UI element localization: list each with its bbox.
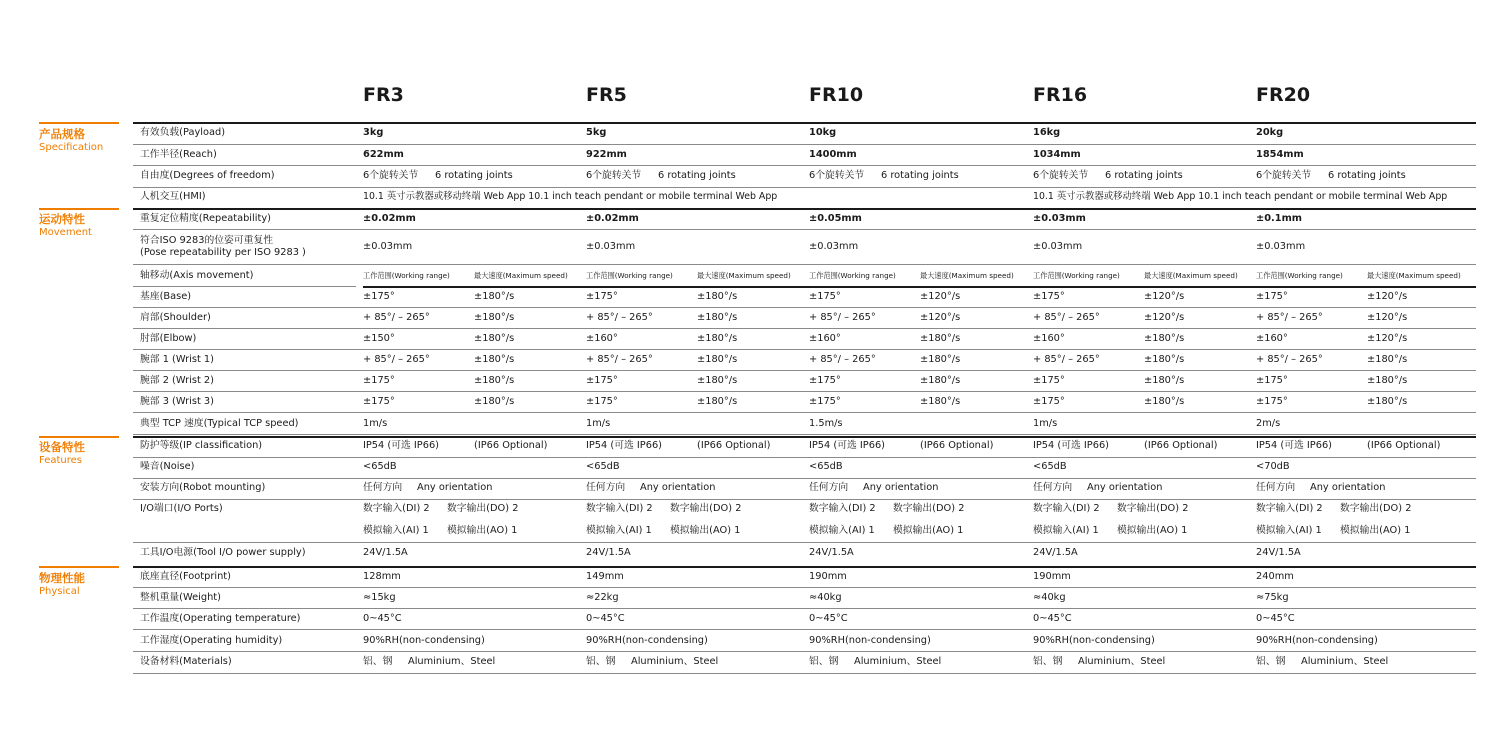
- row-label: 整机重量(Weight): [140, 592, 221, 603]
- weight-fr20: ≈75kg: [1256, 592, 1289, 603]
- table-rule: [133, 307, 1476, 308]
- io-ao: 模拟输出(AO) 1: [1340, 525, 1411, 536]
- humidity-fr3: 90%RH(non-condensing): [363, 635, 485, 646]
- io-do: 数字输出(DO) 2: [670, 503, 742, 514]
- mounting-zh: 任何方向: [586, 482, 626, 493]
- table-rule: [133, 478, 1476, 479]
- table-rule: [133, 328, 1476, 329]
- materials-en: Aluminium、Steel: [1301, 656, 1389, 667]
- pose-fr3: ±0.03mm: [363, 241, 413, 252]
- io-di: 数字输入(DI) 2: [1033, 503, 1100, 514]
- ip-en: (IP66 Optional): [920, 440, 994, 451]
- section-title-en: Specification: [39, 142, 104, 153]
- speed-fr16: ±120°/s: [1144, 291, 1185, 302]
- table-rule: [133, 499, 1476, 500]
- tcp-fr20: 2m/s: [1256, 418, 1281, 429]
- weight-fr5: ≈22kg: [586, 592, 619, 603]
- weight-fr16: ≈40kg: [1033, 592, 1066, 603]
- table-rule: [133, 391, 1476, 392]
- range-fr10: + 85°/ – 265°: [809, 312, 876, 323]
- table-rule: [133, 436, 1476, 438]
- table-rule: [133, 349, 1476, 350]
- row-label: 有效负载(Payload): [140, 127, 226, 138]
- range-fr5: + 85°/ – 265°: [586, 354, 653, 365]
- table-rule: [133, 629, 1476, 630]
- speed-fr3: ±180°/s: [474, 312, 515, 323]
- row-label: 设备材料(Materials): [140, 656, 232, 667]
- io-do: 数字输出(DO) 2: [893, 503, 965, 514]
- materials-en: Aluminium、Steel: [631, 656, 719, 667]
- dof-en: 6 rotating joints: [435, 170, 513, 181]
- payload-fr10: 10kg: [809, 127, 837, 138]
- speed-fr10: ±180°/s: [920, 396, 961, 407]
- materials-en: Aluminium、Steel: [854, 656, 942, 667]
- row-label: 工作湿度(Operating humidity): [140, 635, 283, 646]
- range-fr20: ±175°: [1256, 375, 1288, 386]
- row-label-en: (Pose repeatability per ISO 9283 ): [140, 247, 306, 258]
- section-features: [39, 440, 85, 467]
- materials-en: Aluminium、Steel: [408, 656, 496, 667]
- max-speed-header: 最大速度(Maximum speed): [1367, 271, 1461, 280]
- temp-fr3: 0~45°C: [363, 613, 402, 624]
- table-rule: [133, 608, 1476, 609]
- range-fr10: ±175°: [809, 375, 841, 386]
- ip-zh: IP54 (可选 IP66): [586, 440, 662, 451]
- ip-zh: IP54 (可选 IP66): [809, 440, 885, 451]
- io-ai: 模拟输入(AI) 1: [363, 525, 429, 536]
- toolpower-fr20: 24V/1.5A: [1256, 547, 1301, 558]
- reach-fr20: 1854mm: [1256, 149, 1304, 160]
- io-ai: 模拟输入(AI) 1: [809, 525, 875, 536]
- row-label: 工作温度(Operating temperature): [140, 613, 301, 624]
- table-rule: [133, 651, 1476, 652]
- working-range-header: 工作范围(Working range): [363, 271, 450, 280]
- tcp-fr16: 1m/s: [1033, 418, 1058, 429]
- toolpower-fr3: 24V/1.5A: [363, 547, 408, 558]
- speed-fr10: ±180°/s: [920, 333, 961, 344]
- section-marker: [39, 436, 119, 438]
- noise-fr3: <65dB: [363, 461, 397, 472]
- speed-fr10: ±120°/s: [920, 291, 961, 302]
- speed-fr16: ±120°/s: [1144, 312, 1185, 323]
- io-do: 数字输出(DO) 2: [447, 503, 519, 514]
- range-fr20: ±175°: [1256, 291, 1288, 302]
- dof-en: 6 rotating joints: [881, 170, 959, 181]
- section-physical: [39, 571, 85, 598]
- materials-zh: 铝、钢: [1033, 656, 1063, 667]
- table-rule: [133, 229, 1476, 230]
- footprint-fr5: 149mm: [586, 571, 624, 582]
- row-label: 人机交互(HMI): [140, 191, 206, 202]
- dof-zh: 6个旋转关节: [1256, 170, 1312, 181]
- axis-subheader-rule: [133, 286, 356, 287]
- reach-fr5: 922mm: [586, 149, 627, 160]
- humidity-fr16: 90%RH(non-condensing): [1033, 635, 1155, 646]
- materials-zh: 铝、钢: [809, 656, 839, 667]
- row-label: 安装方向(Robot mounting): [140, 482, 266, 493]
- toolpower-fr5: 24V/1.5A: [586, 547, 631, 558]
- dof-en: 6 rotating joints: [658, 170, 736, 181]
- table-rule: [133, 208, 1476, 210]
- io-di: 数字输入(DI) 2: [1256, 503, 1323, 514]
- weight-fr10: ≈40kg: [809, 592, 842, 603]
- speed-fr3: ±180°/s: [474, 375, 515, 386]
- dof-en: 6 rotating joints: [1105, 170, 1183, 181]
- pose-fr20: ±0.03mm: [1256, 241, 1306, 252]
- model-header-fr3: FR3: [363, 84, 404, 106]
- section-title-en: Movement: [39, 227, 92, 238]
- row-label: 工作半径(Reach): [140, 149, 217, 160]
- speed-fr20: ±180°/s: [1367, 396, 1408, 407]
- payload-fr20: 20kg: [1256, 127, 1284, 138]
- max-speed-header: 最大速度(Maximum speed): [920, 271, 1014, 280]
- speed-fr20: ±120°/s: [1367, 333, 1408, 344]
- section-specification: [39, 127, 103, 154]
- range-fr5: ±160°: [586, 333, 618, 344]
- ip-en: (IP66 Optional): [1367, 440, 1441, 451]
- row-label: 基座(Base): [140, 291, 192, 302]
- tcp-fr3: 1m/s: [363, 418, 388, 429]
- row-label: 腕部 3 (Wrist 3): [140, 396, 214, 407]
- range-fr20: ±175°: [1256, 396, 1288, 407]
- reach-fr16: 1034mm: [1033, 149, 1081, 160]
- range-fr20: + 85°/ – 265°: [1256, 354, 1323, 365]
- repeatability-fr3: ±0.02mm: [363, 213, 416, 224]
- range-fr16: + 85°/ – 265°: [1033, 312, 1100, 323]
- repeatability-fr16: ±0.03mm: [1033, 213, 1086, 224]
- table-rule: [133, 264, 1476, 265]
- speed-fr5: ±180°/s: [697, 333, 738, 344]
- tcp-fr5: 1m/s: [586, 418, 611, 429]
- mounting-zh: 任何方向: [363, 482, 403, 493]
- ip-en: (IP66 Optional): [697, 440, 771, 451]
- section-movement: [39, 212, 92, 239]
- io-ao: 模拟输出(AO) 1: [1117, 525, 1188, 536]
- speed-fr16: ±180°/s: [1144, 354, 1185, 365]
- repeatability-fr5: ±0.02mm: [586, 213, 639, 224]
- io-di: 数字输入(DI) 2: [586, 503, 653, 514]
- mounting-zh: 任何方向: [809, 482, 849, 493]
- pose-fr16: ±0.03mm: [1033, 241, 1083, 252]
- range-fr16: ±175°: [1033, 291, 1065, 302]
- footprint-fr10: 190mm: [809, 571, 847, 582]
- speed-fr20: ±180°/s: [1367, 354, 1408, 365]
- reach-fr10: 1400mm: [809, 149, 857, 160]
- speed-fr20: ±120°/s: [1367, 312, 1408, 323]
- speed-fr3: ±180°/s: [474, 354, 515, 365]
- ip-zh: IP54 (可选 IP66): [363, 440, 439, 451]
- footprint-fr3: 128mm: [363, 571, 401, 582]
- speed-fr5: ±180°/s: [697, 312, 738, 323]
- table-rule: [133, 673, 1476, 674]
- repeatability-fr10: ±0.05mm: [809, 213, 862, 224]
- toolpower-fr16: 24V/1.5A: [1033, 547, 1078, 558]
- axis-subheader-rule: [363, 286, 1476, 288]
- model-header-fr20: FR20: [1256, 84, 1311, 106]
- range-fr5: ±175°: [586, 396, 618, 407]
- speed-fr10: ±180°/s: [920, 354, 961, 365]
- speed-fr5: ±180°/s: [697, 396, 738, 407]
- model-header-fr16: FR16: [1033, 84, 1088, 106]
- materials-zh: 铝、钢: [1256, 656, 1286, 667]
- table-rule: [133, 542, 1476, 543]
- section-title-zh: 产品规格: [39, 127, 85, 141]
- table-rule: [133, 122, 1476, 124]
- noise-fr10: <65dB: [809, 461, 843, 472]
- mounting-zh: 任何方向: [1033, 482, 1073, 493]
- table-rule: [133, 165, 1476, 166]
- section-title-zh: 物理性能: [39, 571, 85, 585]
- noise-fr5: <65dB: [586, 461, 620, 472]
- io-ai: 模拟输入(AI) 1: [1256, 525, 1322, 536]
- table-rule: [133, 457, 1476, 458]
- range-fr3: ±150°: [363, 333, 395, 344]
- dof-zh: 6个旋转关节: [809, 170, 865, 181]
- range-fr5: ±175°: [586, 375, 618, 386]
- range-fr3: ±175°: [363, 291, 395, 302]
- row-label: 噪音(Noise): [140, 461, 195, 472]
- speed-fr3: ±180°/s: [474, 291, 515, 302]
- row-label: 典型 TCP 速度(Typical TCP speed): [140, 418, 299, 429]
- io-di: 数字输入(DI) 2: [809, 503, 876, 514]
- mounting-en: Any orientation: [1087, 482, 1163, 493]
- toolpower-fr10: 24V/1.5A: [809, 547, 854, 558]
- io-ao: 模拟输出(AO) 1: [893, 525, 964, 536]
- range-fr3: ±175°: [363, 396, 395, 407]
- speed-fr5: ±180°/s: [697, 375, 738, 386]
- range-fr16: + 85°/ – 265°: [1033, 354, 1100, 365]
- footprint-fr16: 190mm: [1033, 571, 1071, 582]
- speed-fr16: ±180°/s: [1144, 396, 1185, 407]
- repeatability-fr20: ±0.1mm: [1256, 213, 1302, 224]
- humidity-fr20: 90%RH(non-condensing): [1256, 635, 1378, 646]
- dof-en: 6 rotating joints: [1328, 170, 1406, 181]
- row-label: 肩部(Shoulder): [140, 312, 211, 323]
- model-header-fr10: FR10: [809, 84, 864, 106]
- max-speed-header: 最大速度(Maximum speed): [1144, 271, 1238, 280]
- row-label: 腕部 2 (Wrist 2): [140, 375, 214, 386]
- io-do: 数字输出(DO) 2: [1117, 503, 1189, 514]
- section-title-zh: 运动特性: [39, 212, 85, 226]
- payload-fr16: 16kg: [1033, 127, 1061, 138]
- max-speed-header: 最大速度(Maximum speed): [474, 271, 568, 280]
- working-range-header: 工作范围(Working range): [809, 271, 896, 280]
- table-rule: [133, 566, 1476, 568]
- row-label: 腕部 1 (Wrist 1): [140, 354, 214, 365]
- speed-fr16: ±180°/s: [1144, 375, 1185, 386]
- tcp-fr10: 1.5m/s: [809, 418, 843, 429]
- range-fr20: ±160°: [1256, 333, 1288, 344]
- noise-fr16: <65dB: [1033, 461, 1067, 472]
- io-ai: 模拟输入(AI) 1: [586, 525, 652, 536]
- mounting-en: Any orientation: [417, 482, 493, 493]
- range-fr5: + 85°/ – 265°: [586, 312, 653, 323]
- weight-fr3: ≈15kg: [363, 592, 396, 603]
- range-fr10: ±175°: [809, 396, 841, 407]
- row-label: 工具I/O电源(Tool I/O power supply): [140, 547, 306, 558]
- ip-zh: IP54 (可选 IP66): [1256, 440, 1332, 451]
- section-marker: [39, 566, 119, 568]
- section-title-en: Features: [39, 455, 82, 466]
- row-label: 防护等级(IP classification): [140, 440, 263, 451]
- dof-zh: 6个旋转关节: [363, 170, 419, 181]
- materials-en: Aluminium、Steel: [1078, 656, 1166, 667]
- hmi-fr16-fr20: 10.1 英寸示教器或移动终端 Web App 10.1 inch teach pendant or mobile terminal Web App: [1033, 191, 1448, 202]
- speed-fr20: ±180°/s: [1367, 375, 1408, 386]
- io-ao: 模拟输出(AO) 1: [447, 525, 518, 536]
- payload-fr5: 5kg: [586, 127, 607, 138]
- dof-zh: 6个旋转关节: [1033, 170, 1089, 181]
- temp-fr20: 0~45°C: [1256, 613, 1295, 624]
- working-range-header: 工作范围(Working range): [1033, 271, 1120, 280]
- range-fr16: ±175°: [1033, 396, 1065, 407]
- speed-fr3: ±180°/s: [474, 396, 515, 407]
- temp-fr5: 0~45°C: [586, 613, 625, 624]
- range-fr16: ±160°: [1033, 333, 1065, 344]
- io-di: 数字输入(DI) 2: [363, 503, 430, 514]
- row-label-zh: 符合ISO 9283的位姿可重复性: [140, 235, 274, 246]
- row-label: 肘部(Elbow): [140, 333, 197, 344]
- range-fr10: ±175°: [809, 291, 841, 302]
- row-label: 自由度(Degrees of freedom): [140, 170, 275, 181]
- ip-en: (IP66 Optional): [1144, 440, 1218, 451]
- table-rule: [133, 412, 1476, 413]
- speed-fr10: ±120°/s: [920, 312, 961, 323]
- speed-fr5: ±180°/s: [697, 354, 738, 365]
- working-range-header: 工作范围(Working range): [1256, 271, 1343, 280]
- range-fr10: + 85°/ – 265°: [809, 354, 876, 365]
- section-marker: [39, 122, 119, 124]
- section-title-zh: 设备特性: [39, 440, 85, 454]
- range-fr10: ±160°: [809, 333, 841, 344]
- table-rule: [133, 434, 1476, 435]
- mounting-en: Any orientation: [863, 482, 939, 493]
- mounting-en: Any orientation: [1310, 482, 1386, 493]
- row-label: 轴移动(Axis movement): [140, 270, 254, 281]
- ip-zh: IP54 (可选 IP66): [1033, 440, 1109, 451]
- hmi-fr3-fr5: 10.1 英寸示教器或移动终端 Web App 10.1 inch teach pendant or mobile terminal Web App: [363, 191, 778, 202]
- table-rule: [133, 587, 1476, 588]
- table-rule: [133, 370, 1476, 371]
- humidity-fr10: 90%RH(non-condensing): [809, 635, 931, 646]
- payload-fr3: 3kg: [363, 127, 384, 138]
- range-fr16: ±175°: [1033, 375, 1065, 386]
- speed-fr3: ±180°/s: [474, 333, 515, 344]
- mounting-en: Any orientation: [640, 482, 716, 493]
- working-range-header: 工作范围(Working range): [586, 271, 673, 280]
- footprint-fr20: 240mm: [1256, 571, 1294, 582]
- speed-fr16: ±180°/s: [1144, 333, 1185, 344]
- temp-fr10: 0~45°C: [809, 613, 848, 624]
- temp-fr16: 0~45°C: [1033, 613, 1072, 624]
- humidity-fr5: 90%RH(non-condensing): [586, 635, 708, 646]
- noise-fr20: <70dB: [1256, 461, 1290, 472]
- section-marker: [39, 208, 119, 210]
- range-fr3: + 85°/ – 265°: [363, 312, 430, 323]
- model-header-fr5: FR5: [586, 84, 627, 106]
- io-ao: 模拟输出(AO) 1: [670, 525, 741, 536]
- materials-zh: 铝、钢: [363, 656, 393, 667]
- dof-zh: 6个旋转关节: [586, 170, 642, 181]
- row-label: I/O端口(I/O Ports): [140, 503, 223, 514]
- speed-fr5: ±180°/s: [697, 291, 738, 302]
- io-do: 数字输出(DO) 2: [1340, 503, 1412, 514]
- range-fr20: + 85°/ – 265°: [1256, 312, 1323, 323]
- io-ai: 模拟输入(AI) 1: [1033, 525, 1099, 536]
- reach-fr3: 622mm: [363, 149, 404, 160]
- table-rule: [133, 144, 1476, 145]
- section-title-en: Physical: [39, 586, 80, 597]
- speed-fr10: ±180°/s: [920, 375, 961, 386]
- mounting-zh: 任何方向: [1256, 482, 1296, 493]
- max-speed-header: 最大速度(Maximum speed): [697, 271, 791, 280]
- materials-zh: 铝、钢: [586, 656, 616, 667]
- row-label: 底座直径(Footprint): [140, 571, 231, 582]
- range-fr3: + 85°/ – 265°: [363, 354, 430, 365]
- range-fr5: ±175°: [586, 291, 618, 302]
- table-rule: [133, 187, 1476, 188]
- pose-fr10: ±0.03mm: [809, 241, 859, 252]
- range-fr3: ±175°: [363, 375, 395, 386]
- speed-fr20: ±120°/s: [1367, 291, 1408, 302]
- pose-fr5: ±0.03mm: [586, 241, 636, 252]
- ip-en: (IP66 Optional): [474, 440, 548, 451]
- row-label: 重复定位精度(Repeatability): [140, 213, 271, 224]
